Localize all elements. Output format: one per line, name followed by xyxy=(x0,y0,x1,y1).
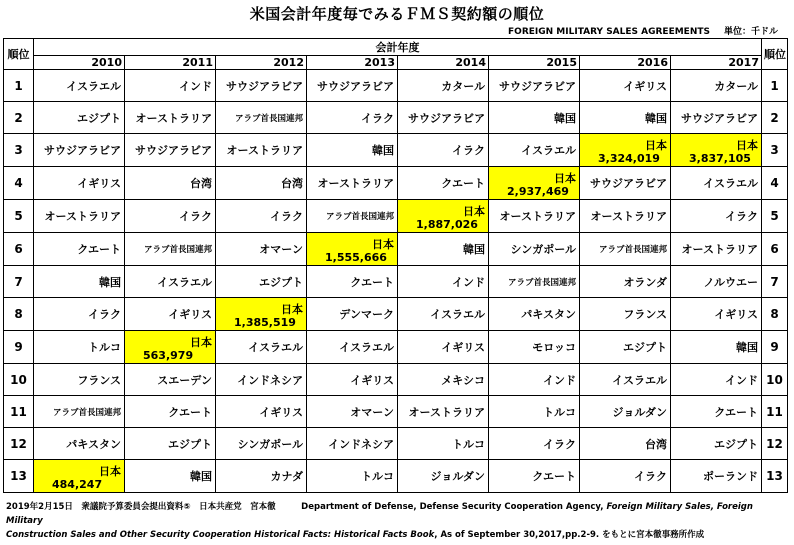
country-cell: オーストラリア xyxy=(34,200,125,233)
country-cell: 台湾 xyxy=(125,167,216,200)
rank-cell-right: 8 xyxy=(762,298,788,331)
country-name: 日本 xyxy=(190,336,212,349)
year-header: 2014 xyxy=(398,56,489,70)
country-cell: オマーン xyxy=(216,233,307,266)
country-cell: オーストラリア xyxy=(671,233,762,266)
country-cell: サウジアラビア xyxy=(216,70,307,102)
table-row xyxy=(4,298,788,331)
country-cell: モロッコ xyxy=(489,331,580,364)
country-cell: イスラエル xyxy=(398,298,489,331)
country-name: 日本 xyxy=(736,139,758,152)
rank-cell-right: 5 xyxy=(762,200,788,233)
year-header: 2015 xyxy=(489,56,580,70)
country-cell: イラク xyxy=(398,134,489,167)
subtitle: FOREIGN MILITARY SALES AGREEMENTS xyxy=(508,27,710,37)
agreement-amount: 1,385,519 xyxy=(234,316,296,329)
country-cell: サウジアラビア xyxy=(489,70,580,102)
country-cell: ジョルダン xyxy=(580,396,671,428)
rank-cell-left: 2 xyxy=(4,102,34,134)
table-subheading xyxy=(508,24,778,37)
country-cell: 韓国 xyxy=(307,134,398,167)
rank-cell-left: 3 xyxy=(4,134,34,167)
source-footer xyxy=(6,500,788,542)
country-cell: 韓国 xyxy=(580,102,671,134)
table-row xyxy=(4,167,788,200)
year-header: 2016 xyxy=(580,56,671,70)
agreement-amount: 484,247 xyxy=(52,478,103,491)
country-cell: アラブ首長国連邦 xyxy=(216,102,307,134)
country-cell: トルコ xyxy=(34,331,125,364)
japan-highlight-cell xyxy=(398,200,489,233)
country-cell: イラク xyxy=(125,200,216,233)
country-cell: ポーランド xyxy=(671,460,762,493)
header-row-top xyxy=(4,39,788,56)
country-name: 日本 xyxy=(99,465,121,478)
country-cell: ノルウエー xyxy=(671,266,762,298)
year-header: 2012 xyxy=(216,56,307,70)
country-cell: イギリス xyxy=(216,396,307,428)
rank-cell-left: 8 xyxy=(4,298,34,331)
country-name: 日本 xyxy=(281,303,303,316)
rank-cell-right: 6 xyxy=(762,233,788,266)
country-cell: カナダ xyxy=(216,460,307,493)
country-name: 日本 xyxy=(554,172,576,185)
country-cell: オーストラリア xyxy=(307,167,398,200)
country-cell: アラブ首長国連邦 xyxy=(307,200,398,233)
rank-cell-left: 5 xyxy=(4,200,34,233)
country-cell: インドネシア xyxy=(216,364,307,396)
country-cell: カタール xyxy=(398,70,489,102)
rank-cell-right: 1 xyxy=(762,70,788,102)
country-cell: エジプト xyxy=(34,102,125,134)
country-cell: シンガポール xyxy=(216,428,307,460)
country-cell: イギリス xyxy=(125,298,216,331)
country-cell: 韓国 xyxy=(671,331,762,364)
country-cell: イスラエル xyxy=(125,266,216,298)
country-name: 日本 xyxy=(463,205,485,218)
country-cell: パキスタン xyxy=(489,298,580,331)
country-cell: イギリス xyxy=(34,167,125,200)
country-cell: 韓国 xyxy=(489,102,580,134)
table-row xyxy=(4,428,788,460)
country-cell: オーストラリア xyxy=(125,102,216,134)
country-cell: アラブ首長国連邦 xyxy=(489,266,580,298)
agreement-amount: 563,979 xyxy=(143,349,194,362)
country-cell: アラブ首長国連邦 xyxy=(580,233,671,266)
country-cell: フランス xyxy=(34,364,125,396)
rank-cell-left: 11 xyxy=(4,396,34,428)
country-cell: サウジアラビア xyxy=(671,102,762,134)
country-cell: オーストラリア xyxy=(216,134,307,167)
country-cell: イスラエル xyxy=(671,167,762,200)
country-cell: イギリス xyxy=(580,70,671,102)
country-cell: インド xyxy=(489,364,580,396)
table-row xyxy=(4,331,788,364)
table-row xyxy=(4,70,788,102)
country-cell: イスラエル xyxy=(307,331,398,364)
country-cell: トルコ xyxy=(489,396,580,428)
country-cell: イラク xyxy=(489,428,580,460)
country-cell: エジプト xyxy=(216,266,307,298)
country-cell: イスラエル xyxy=(489,134,580,167)
rank-cell-left: 1 xyxy=(4,70,34,102)
footer-author: 日本共産党 宮本徹 xyxy=(199,502,276,512)
page-title: 米国会計年度毎でみるＦＭＳ契約額の順位 xyxy=(249,5,545,23)
japan-highlight-cell xyxy=(216,298,307,331)
country-cell: イスラエル xyxy=(216,331,307,364)
country-cell: イスラエル xyxy=(580,364,671,396)
country-cell: 韓国 xyxy=(34,266,125,298)
country-cell: サウジアラビア xyxy=(125,134,216,167)
rank-header-right: 順位 xyxy=(762,39,788,70)
fiscal-year-header: 会計年度 xyxy=(34,39,762,56)
country-cell: サウジアラビア xyxy=(580,167,671,200)
country-cell: エジプト xyxy=(671,428,762,460)
agreement-amount: 2,937,469 xyxy=(507,185,569,198)
agreement-amount: 3,837,105 xyxy=(689,152,751,165)
footer-ref-title2: Construction Sales and Other Security Cooperation Historical Facts: Historical Facts Book xyxy=(6,530,435,540)
country-cell: イラク xyxy=(671,200,762,233)
country-cell: クエート xyxy=(307,266,398,298)
japan-highlight-cell xyxy=(34,460,125,493)
rank-cell-right: 10 xyxy=(762,364,788,396)
rank-header-left: 順位 xyxy=(4,39,34,70)
country-cell: イラク xyxy=(216,200,307,233)
country-cell: サウジアラビア xyxy=(307,70,398,102)
country-cell: アラブ首長国連邦 xyxy=(34,396,125,428)
country-name: 日本 xyxy=(645,139,667,152)
country-cell: デンマーク xyxy=(307,298,398,331)
table-row xyxy=(4,233,788,266)
country-cell: パキスタン xyxy=(34,428,125,460)
rank-cell-left: 13 xyxy=(4,460,34,493)
country-cell: オーストラリア xyxy=(580,200,671,233)
country-cell: オランダ xyxy=(580,266,671,298)
country-cell: 台湾 xyxy=(216,167,307,200)
country-cell: トルコ xyxy=(398,428,489,460)
country-cell: シンガポール xyxy=(489,233,580,266)
rank-cell-right: 2 xyxy=(762,102,788,134)
country-cell: ジョルダン xyxy=(398,460,489,493)
country-cell: インド xyxy=(125,70,216,102)
rank-cell-right: 12 xyxy=(762,428,788,460)
country-cell: インドネシア xyxy=(307,428,398,460)
table-row xyxy=(4,460,788,493)
footer-line-1 xyxy=(6,500,788,528)
agreement-amount: 3,324,019 xyxy=(598,152,660,165)
country-cell: クエート xyxy=(34,233,125,266)
year-header: 2017 xyxy=(671,56,762,70)
country-cell: オーストラリア xyxy=(489,200,580,233)
rank-cell-left: 6 xyxy=(4,233,34,266)
rank-cell-right: 11 xyxy=(762,396,788,428)
footer-date: 2019年2月15日 xyxy=(6,502,73,512)
table-row xyxy=(4,102,788,134)
unit-label: 単位：千ドル xyxy=(723,27,778,37)
rank-cell-left: 12 xyxy=(4,428,34,460)
country-cell: カタール xyxy=(671,70,762,102)
table-row xyxy=(4,266,788,298)
country-cell: 韓国 xyxy=(125,460,216,493)
table-row xyxy=(4,134,788,167)
agreement-amount: 1,887,026 xyxy=(416,218,478,231)
table-body xyxy=(4,70,788,493)
country-cell: フランス xyxy=(580,298,671,331)
country-cell: トルコ xyxy=(307,460,398,493)
fms-ranking-table xyxy=(3,38,788,493)
country-cell: サウジアラビア xyxy=(34,134,125,167)
rank-cell-left: 10 xyxy=(4,364,34,396)
year-header-row xyxy=(4,56,788,70)
country-cell: クエート xyxy=(125,396,216,428)
country-cell: サウジアラビア xyxy=(398,102,489,134)
rank-cell-right: 9 xyxy=(762,331,788,364)
country-cell: オーストラリア xyxy=(398,396,489,428)
japan-highlight-cell xyxy=(489,167,580,200)
japan-highlight-cell xyxy=(671,134,762,167)
country-cell: イギリス xyxy=(671,298,762,331)
country-cell: イギリス xyxy=(398,331,489,364)
footer-ref-title1: Foreign Military Sales, Foreign Military xyxy=(6,502,753,526)
country-cell: イラク xyxy=(307,102,398,134)
footer-ref-suffix: , As of September 30,2017,pp.2-9. をもとに宮本徹事務所作成 xyxy=(434,530,705,540)
country-cell: インド xyxy=(671,364,762,396)
country-cell: 台湾 xyxy=(580,428,671,460)
country-cell: アラブ首長国連邦 xyxy=(125,233,216,266)
rank-cell-left: 9 xyxy=(4,331,34,364)
agreement-amount: 1,555,666 xyxy=(325,251,387,264)
year-header: 2010 xyxy=(34,56,125,70)
country-name: 日本 xyxy=(372,238,394,251)
country-cell: イラク xyxy=(580,460,671,493)
country-cell: オマーン xyxy=(307,396,398,428)
footer-ref-prefix: Department of Defense, Defense Security Cooperation Agency, xyxy=(301,502,604,512)
country-cell: エジプト xyxy=(125,428,216,460)
country-cell: クエート xyxy=(489,460,580,493)
rank-cell-right: 7 xyxy=(762,266,788,298)
japan-highlight-cell xyxy=(125,331,216,364)
year-header: 2011 xyxy=(125,56,216,70)
rank-cell-right: 4 xyxy=(762,167,788,200)
country-cell: エジプト xyxy=(580,331,671,364)
footer-source-doc: 衆議院予算委員会提出資料⑤ xyxy=(81,502,191,512)
country-cell: イラク xyxy=(34,298,125,331)
footer-line-2 xyxy=(6,528,788,542)
table-row xyxy=(4,396,788,428)
table-row xyxy=(4,364,788,396)
year-header: 2013 xyxy=(307,56,398,70)
japan-highlight-cell xyxy=(580,134,671,167)
country-cell: メキシコ xyxy=(398,364,489,396)
country-cell: イスラエル xyxy=(34,70,125,102)
country-cell: インド xyxy=(398,266,489,298)
rank-cell-left: 7 xyxy=(4,266,34,298)
country-cell: クエート xyxy=(398,167,489,200)
table-row xyxy=(4,200,788,233)
country-cell: イギリス xyxy=(307,364,398,396)
country-cell: スエーデン xyxy=(125,364,216,396)
country-cell: クエート xyxy=(671,396,762,428)
rank-cell-left: 4 xyxy=(4,167,34,200)
country-cell: 韓国 xyxy=(398,233,489,266)
rank-cell-right: 3 xyxy=(762,134,788,167)
rank-cell-right: 13 xyxy=(762,460,788,493)
japan-highlight-cell xyxy=(307,233,398,266)
